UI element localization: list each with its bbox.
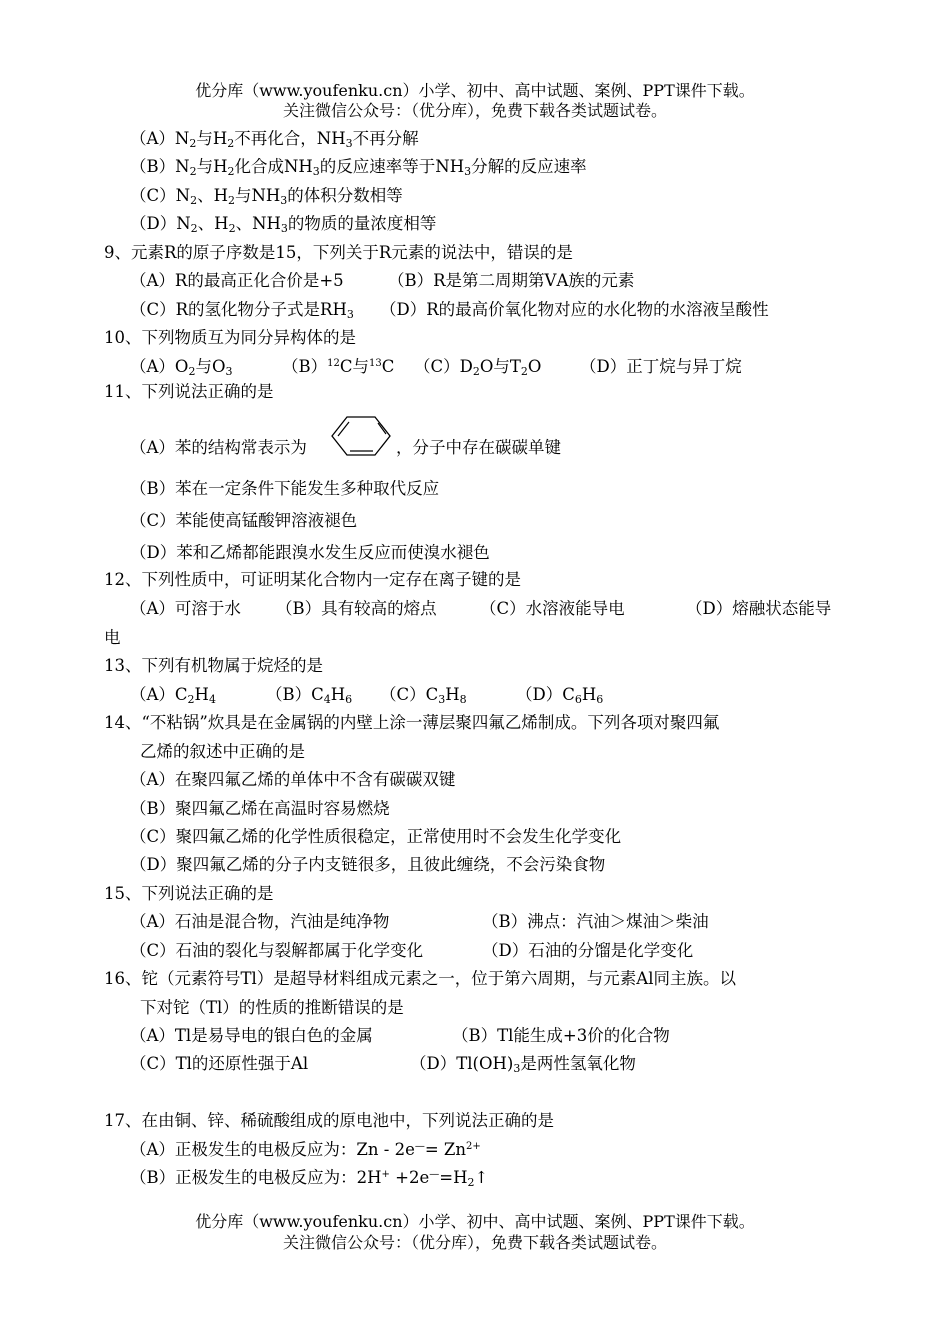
q14-option-d: （D）聚四氟乙烯的分子内支链很多，且彼此缠绕，不会污染食物	[130, 855, 606, 874]
q15-stem: 15、下列说法正确的是	[104, 884, 274, 903]
q13-stem: 13、下列有机物属于烷烃的是	[104, 656, 323, 675]
page-header-line-1: 优分库（www.youfenku.cn）小学、初中、高中试题、案例、PPT课件下载。	[195, 81, 755, 100]
q17-stem: 17、在由铜、锌、稀硫酸组成的原电池中，下列说法正确的是	[104, 1111, 554, 1130]
q12-stem: 12、下列性质中，可证明某化合物内一定存在离子键的是	[104, 570, 521, 589]
q16-stem-line-1: 16、铊（元素符号Tl）是超导材料组成元素之一，位于第六周期，与元素Al同主族。以	[104, 969, 736, 988]
q10-option-a: $(A)O_2$与$O_3$	[130, 357, 233, 378]
q9-option-d: （D）R的最高价氧化物对应的水化物的水溶液呈酸性	[380, 300, 769, 319]
q17-option-a: （A）正极发生的电极反应为：$Zn - 2e^—= Zn^{2+}$	[130, 1140, 481, 1159]
q14-stem-line-1: 14、“不粘锅”炊具是在金属锅的内壁上涂一薄层聚四氟乙烯制成。下列各项对聚四氟	[104, 713, 720, 732]
page-header-line-2: 关注微信公众号：（优分库），免费下载各类试题试卷。	[282, 101, 667, 120]
q15-option-b: （B）沸点：汽油＞煤油＞柴油	[482, 912, 709, 931]
q14-option-b: （B）聚四氟乙烯在高温时容易燃烧	[130, 799, 390, 818]
q14-option-c: （C）聚四氟乙烯的化学性质很稳定，正常使用时不会发生化学变化	[130, 827, 622, 846]
q10-option-b: $(B)^{12}C$与$^{13}$C	[282, 357, 395, 376]
q10-stem: 10、下列物质互为同分异构体的是	[104, 328, 356, 347]
q12-option-d-wrap: 电	[104, 628, 121, 647]
q13-option-b: $(B)C_4H_6$	[266, 685, 353, 706]
q12-option-a: （A）可溶于水	[130, 599, 241, 618]
q10-option-c: $(C)D_2O$与$T_2O$	[414, 357, 542, 378]
q8-option-b: $(B)N_2$与$H_2$化合成$NH_3$的反应速率等于$NH_3$分解的反应速率	[130, 157, 587, 178]
q9-option-c: （C）R的氢化物分子式是$RH_3$	[130, 300, 354, 321]
q11-option-c: （C）苯能使高锰酸钾溶液褪色	[130, 511, 358, 530]
q15-option-a: （A）石油是混合物，汽油是纯净物	[130, 912, 390, 931]
benzene-kekule-structure	[330, 414, 392, 458]
q11-stem: 11、下列说法正确的是	[104, 382, 274, 401]
q8-option-a: $(A)N_2$与$H_2$不再化合，$NH_3$不再分解	[130, 129, 419, 150]
q16-option-d: $(D)Tl(OH)_3$是两性氢氧化物	[410, 1054, 636, 1075]
q8-option-d: $(D)N_2$、$H_2$、$NH_3$的物质的量浓度相等	[130, 214, 437, 235]
q14-option-a: （A）在聚四氟乙烯的单体中不含有碳碳双键	[130, 770, 456, 789]
q12-option-c: （C）水溶液能导电	[480, 599, 625, 618]
q15-option-c: （C）石油的裂化与裂解都属于化学变化	[130, 941, 424, 960]
q9-stem: 9、元素R的原子序数是15，下列关于R元素的说法中，错误的是	[104, 243, 573, 262]
q9-option-b: （B）R是第二周期第ⅤA族的元素	[388, 271, 635, 290]
q10-option-d: （D）正丁烷与异丁烷	[580, 357, 742, 376]
q11-option-d: （D）苯和乙烯都能跟溴水发生反应而使溴水褪色	[130, 543, 490, 562]
q11-option-a-suffix: ，分子中存在碳碳单键	[396, 438, 561, 457]
q13-option-c: $(C)C_3H_8$	[380, 685, 467, 706]
q9-option-a: （A）R的最高正化合价是+5	[130, 271, 344, 290]
page-footer-line-2: 关注微信公众号：（优分库），免费下载各类试题试卷。	[282, 1233, 667, 1252]
q13-option-d: $(D)C_6H_6$	[516, 685, 604, 706]
q16-option-c: （C）Tl的还原性强于Al	[130, 1054, 309, 1073]
q16-stem-line-2: 下对铊（Tl）的性质的推断错误的是	[140, 998, 404, 1017]
q13-option-a: $(A)C_2H_4$	[130, 685, 216, 706]
q12-option-d: （D）熔融状态能导	[686, 599, 832, 618]
q8-option-c: $(C)N_2$、$H_2$与$NH_3$的体积分数相等	[130, 186, 403, 207]
q14-stem-line-2: 乙烯的叙述中正确的是	[140, 742, 305, 761]
q11-option-b: （B）苯在一定条件下能发生多种取代反应	[130, 479, 440, 498]
page-footer-line-1: 优分库（www.youfenku.cn）小学、初中、高中试题、案例、PPT课件下载。	[195, 1212, 755, 1231]
q12-option-b: （B）具有较高的熔点	[276, 599, 437, 618]
q15-option-d: （D）石油的分馏是化学变化	[482, 941, 694, 960]
q11-option-a-prefix: （A）苯的结构常表示为	[130, 438, 307, 457]
q17-option-b: （B）正极发生的电极反应为：$2H^+ +2e^—=H_2↑$	[130, 1168, 489, 1189]
q16-option-a: （A）Tl是易导电的银白色的金属	[130, 1026, 373, 1045]
q16-option-b: （B）Tl能生成+3价的化合物	[452, 1026, 670, 1045]
